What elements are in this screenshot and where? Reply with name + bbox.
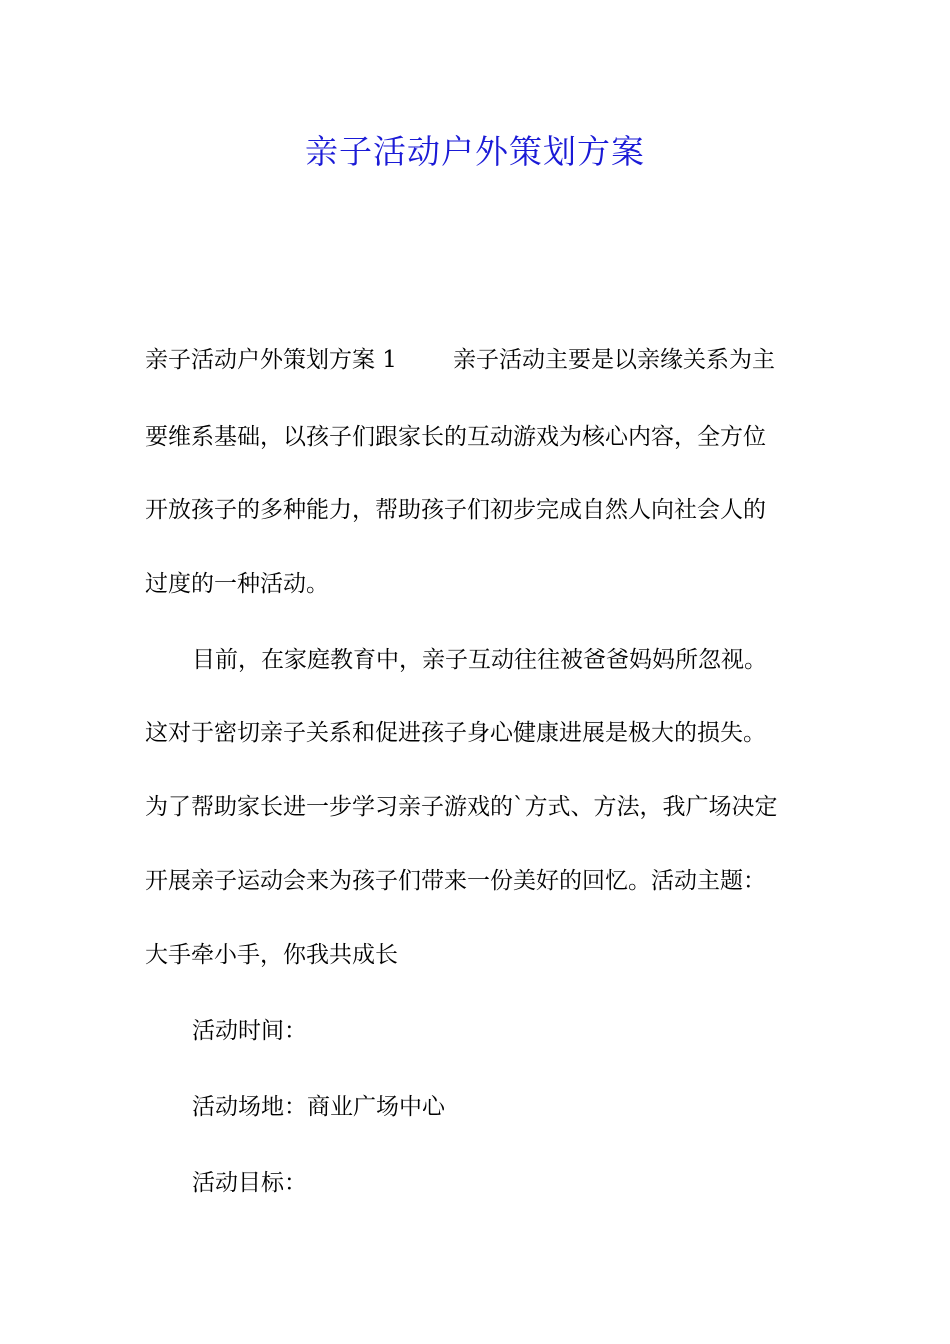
paragraph-2-line-2: 这对于密切亲子关系和促进孩子身心健康进展是极大的损失。 — [145, 720, 766, 746]
paragraph-2-line-4: 开展亲子运动会来为孩子们带来一份美好的回忆。活动主题： — [145, 868, 766, 894]
paragraph-2-line-3: 为了帮助家长进一步学习亲子游戏的`方式、方法，我广场决定 — [145, 794, 778, 820]
activity-goal: 活动目标： — [192, 1170, 307, 1196]
activity-venue: 活动场地：商业广场中心 — [192, 1094, 445, 1120]
paragraph-1-line-3: 开放孩子的多种能力，帮助孩子们初步完成自然人向社会人的 — [145, 497, 766, 523]
activity-time: 活动时间： — [192, 1018, 307, 1044]
paragraph-2-line-5: 大手牵小手，你我共成长 — [145, 942, 398, 968]
paragraph-1-line-1 — [145, 343, 825, 377]
paragraph-2-line-1: 目前，在家庭教育中，亲子互动往往被爸爸妈妈所忽视。 — [192, 647, 767, 673]
section-heading: 亲子活动户外策划方案 1 — [145, 347, 397, 373]
document-title: 亲子活动户外策划方案 — [305, 132, 645, 171]
paragraph-1-line-2: 要维系基础，以孩子们跟家长的互动游戏为核心内容，全方位 — [145, 424, 766, 450]
paragraph-1-text: 亲子活动主要是以亲缘关系为主 — [452, 347, 775, 373]
paragraph-1-line-4: 过度的一种活动。 — [145, 571, 329, 597]
